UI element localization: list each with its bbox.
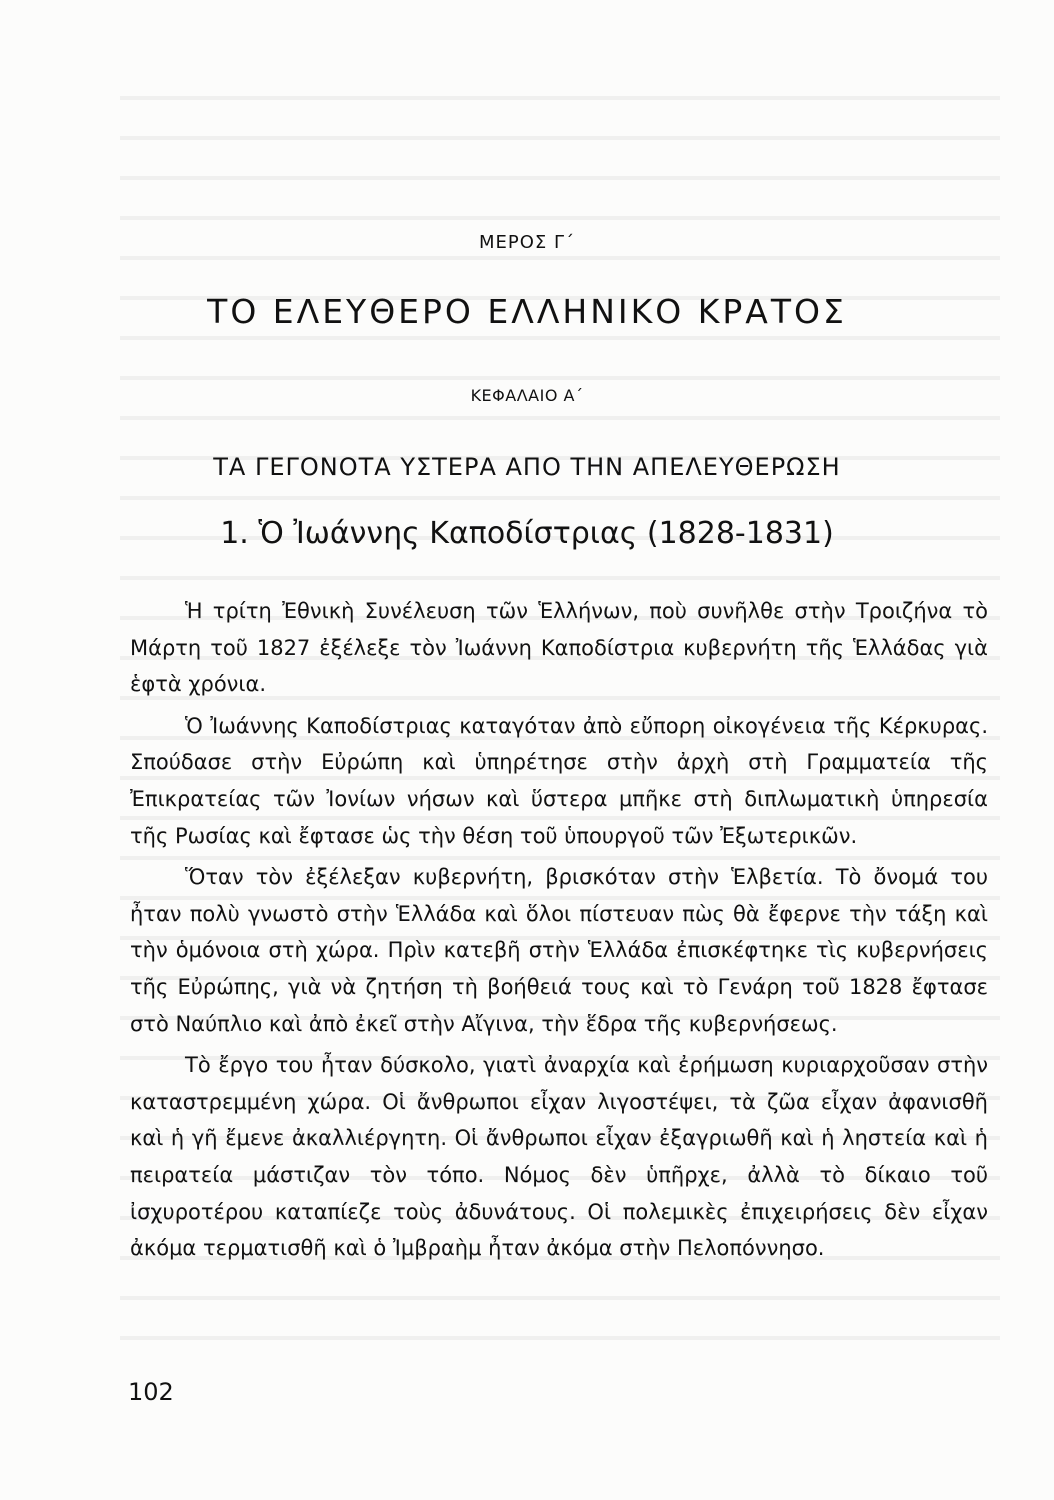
paragraph: Ἡ τρίτη Ἐθνικὴ Συνέλευση τῶν Ἑλλήνων, ποὺ συνῆλθε στὴν Τροιζήνα τὸ Μάρτη τοῦ 1827 ἐξέλεξε τὸν Ἰωάννη Καποδίστρια κυβερνήτη τῆς Ἑλλάδας γιὰ ἑφτὰ χρόνια.	[130, 599, 988, 697]
paragraph: Ὅταν τὸν ἐξέλεξαν κυβερνήτη, βρισκόταν στὴν Ἑλβετία. Τὸ ὄνομά του ἦταν πολὺ γνωστὸ στὴν Ἑλλάδα καὶ ὅλοι πίστευαν πὼς θὰ ἔφερνε τὴν τάξη καὶ τὴν ὁμόνοια στὴ χώρα. Πρὶν κατεβῆ στὴν Ἑλλάδα ἐπισκέφτηκε τὶς κυβερνήσεις τῆς Εὐρώπης, γιὰ νὰ ζητήση τὴ βοήθειά τους καὶ τὸ Γενάρη τοῦ 1828 ἔφτασε στὸ Ναύπλιο καὶ ἀπὸ ἐκεῖ στὴν Αἴγινα, τὴν ἕδρα τῆς κυβερνήσεως.	[130, 865, 988, 1036]
chapter-title: ΤΑ ΓΕΓΟΝΟΤΑ ΥΣΤΕΡΑ ΑΠΟ ΤΗΝ ΑΠΕΛΕΥΘΕΡΩΣΗ	[213, 453, 841, 481]
main-title: ΤΟ ΕΛΕΥΘΕΡΟ ΕΛΛΗΝΙΚΟ ΚΡΑΤΟΣ	[207, 292, 847, 331]
chapter-label: ΚΕΦΑΛΑΙΟ Α΄	[470, 386, 584, 405]
page-number: 102	[128, 1378, 174, 1406]
section-title: 1. Ὁ Ἰωάννης Καποδίστριας (1828-1831)	[220, 516, 834, 551]
part-label: ΜΕΡΟΣ Γ΄	[478, 232, 576, 253]
body-text	[130, 593, 988, 1272]
paragraph: Τὸ ἔργο του ἦταν δύσκολο, γιατὶ ἀναρχία καὶ ἐρήμωση κυριαρχοῦσαν στὴν καταστρεμμένη χώρα. Οἱ ἄνθρωποι εἶχαν λιγοστέψει, τὰ ζῶα εἶχαν ἀφανισθῆ καὶ ἡ γῆ ἔμενε ἀκαλλιέργητη. Οἱ ἄνθρωποι εἶχαν ἐξαγριωθῆ καὶ ἡ ληστεία καὶ ἡ πειρατεία μάστιζαν τὸν τόπο. Νόμος δὲν ὑπῆρχε, ἀλλὰ τὸ δίκαιο τοῦ ἰσχυροτέρου καταπίεζε τοὺς ἀδυνάτους. Οἱ πολεμικὲς ἐπιχειρήσεις δὲν εἶχαν ἀκόμα τερματισθῆ καὶ ὁ Ἰμβραὴμ ἦταν ἀκόμα στὴν Πελοπόννησο.	[130, 1053, 988, 1261]
paragraph: Ὁ Ἰωάννης Καποδίστριας καταγόταν ἀπὸ εὔπορη οἰκογένεια τῆς Κέρκυρας. Σπούδασε στὴν Εὐρώπη καὶ ὑπηρέτησε στὴν ἀρχὴ στὴ Γραμματεία τῆς Ἐπικρατείας τῶν Ἰονίων νήσων καὶ ὕστερα μπῆκε στὴ διπλωματικὴ ὑπηρεσία τῆς Ρωσίας καὶ ἔφτασε ὡς τὴν θέση τοῦ ὑπουργοῦ τῶν Ἐξωτερικῶν.	[130, 713, 988, 848]
